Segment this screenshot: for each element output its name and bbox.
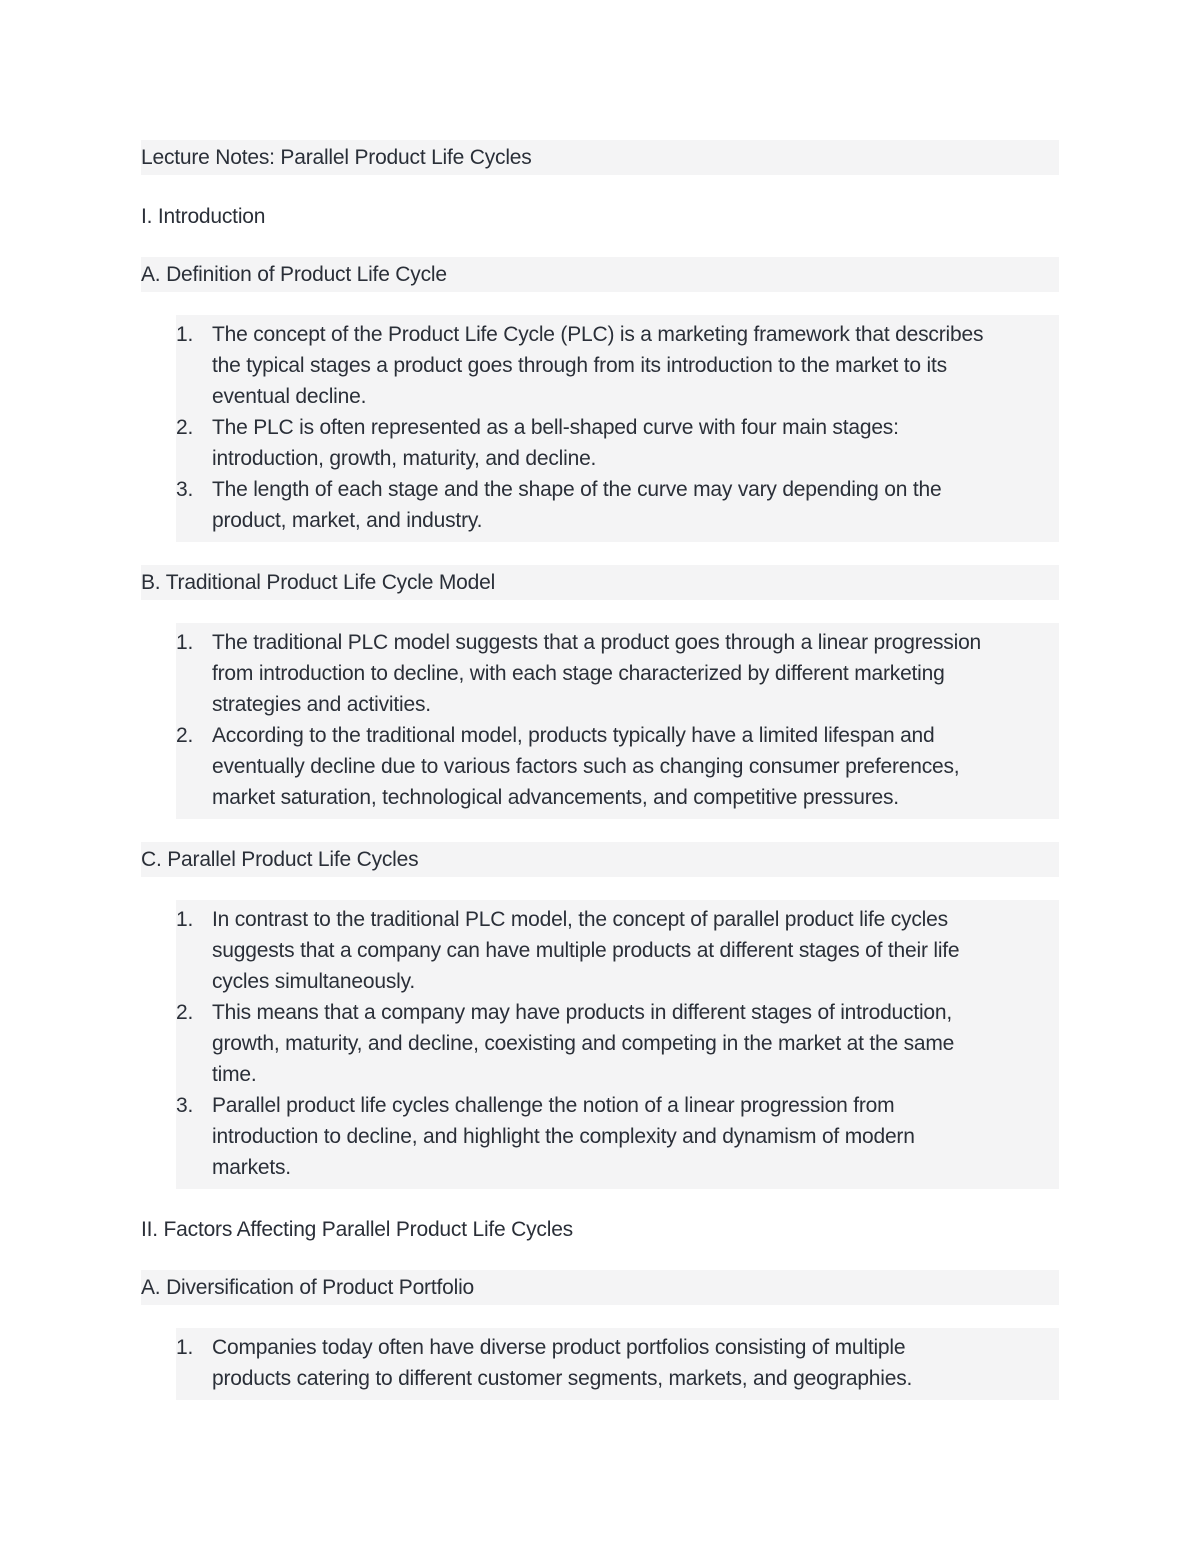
text-line: strategies and activities.	[212, 693, 431, 716]
list-text	[212, 1332, 1059, 1394]
list-item	[176, 627, 1059, 720]
list-text	[212, 1090, 1059, 1183]
text-line: growth, maturity, and decline, coexisting and competing in the market at the same	[212, 1032, 955, 1055]
list-item	[176, 319, 1059, 412]
list-item	[176, 904, 1059, 997]
document-page	[141, 140, 1059, 1400]
text-line: time.	[212, 1063, 257, 1086]
list-text	[212, 474, 1059, 536]
text-line: In contrast to the traditional PLC model, the concept of parallel product life cycles	[212, 908, 948, 931]
list-number: 1.	[176, 323, 194, 346]
list-number: 3.	[176, 478, 194, 501]
section-heading-introduction: I. Introduction	[141, 205, 266, 228]
text-line: Companies today often have diverse product portfolios consisting of multiple	[212, 1336, 906, 1359]
text-line: introduction, growth, maturity, and decline.	[212, 447, 597, 470]
list-item	[176, 412, 1059, 474]
list-number: 1.	[176, 631, 194, 654]
text-line: The traditional PLC model suggests that a product goes through a linear progression	[212, 631, 982, 654]
list-number: 2.	[176, 1001, 194, 1024]
list-text	[212, 997, 1059, 1090]
text-line: According to the traditional model, products typically have a limited lifespan and	[212, 724, 935, 747]
traditional-list	[176, 623, 1059, 819]
text-line: eventually decline due to various factors such as changing consumer preferences,	[212, 755, 960, 778]
list-number: 2.	[176, 724, 194, 747]
text-line: from introduction to decline, with each stage characterized by different marketing	[212, 662, 945, 685]
list-text	[212, 627, 1059, 720]
text-line: markets.	[212, 1156, 291, 1179]
text-line: Parallel product life cycles challenge the notion of a linear progression from	[212, 1094, 895, 1117]
section-heading-factors: II. Factors Affecting Parallel Product Life Cycles	[141, 1218, 573, 1241]
list-number: 2.	[176, 416, 194, 439]
list-item	[176, 720, 1059, 813]
subsection-heading-parallel: C. Parallel Product Life Cycles	[141, 842, 1059, 877]
definition-list	[176, 315, 1059, 542]
text-line: This means that a company may have products in different stages of introduction,	[212, 1001, 953, 1024]
subsection-heading-traditional: B. Traditional Product Life Cycle Model	[141, 565, 1059, 600]
subsection-heading-diversification: A. Diversification of Product Portfolio	[141, 1270, 1059, 1305]
subsection-heading-definition: A. Definition of Product Life Cycle	[141, 257, 1059, 292]
list-item	[176, 997, 1059, 1090]
text-line: suggests that a company can have multiple products at different stages of their life	[212, 939, 960, 962]
text-line: eventual decline.	[212, 385, 367, 408]
document-title: Lecture Notes: Parallel Product Life Cycles	[141, 140, 1059, 175]
text-line: The PLC is often represented as a bell-shaped curve with four main stages:	[212, 416, 899, 439]
list-text	[212, 720, 1059, 813]
text-line: introduction to decline, and highlight the complexity and dynamism of modern	[212, 1125, 915, 1148]
list-text	[212, 319, 1059, 412]
text-line: The concept of the Product Life Cycle (PLC) is a marketing framework that describes	[212, 323, 984, 346]
diversification-list	[176, 1328, 1059, 1400]
parallel-list	[176, 900, 1059, 1189]
list-text	[212, 412, 1059, 474]
text-line: The length of each stage and the shape of the curve may vary depending on the	[212, 478, 942, 501]
text-line: market saturation, technological advancements, and competitive pressures.	[212, 786, 899, 809]
list-item	[176, 1332, 1059, 1394]
text-line: cycles simultaneously.	[212, 970, 415, 993]
list-number: 1.	[176, 908, 194, 931]
list-number: 3.	[176, 1094, 194, 1117]
list-item	[176, 1090, 1059, 1183]
list-text	[212, 904, 1059, 997]
list-item	[176, 474, 1059, 536]
text-line: product, market, and industry.	[212, 509, 483, 532]
list-number: 1.	[176, 1336, 194, 1359]
text-line: the typical stages a product goes through from its introduction to the market to its	[212, 354, 947, 377]
text-line: products catering to different customer segments, markets, and geographies.	[212, 1367, 913, 1390]
